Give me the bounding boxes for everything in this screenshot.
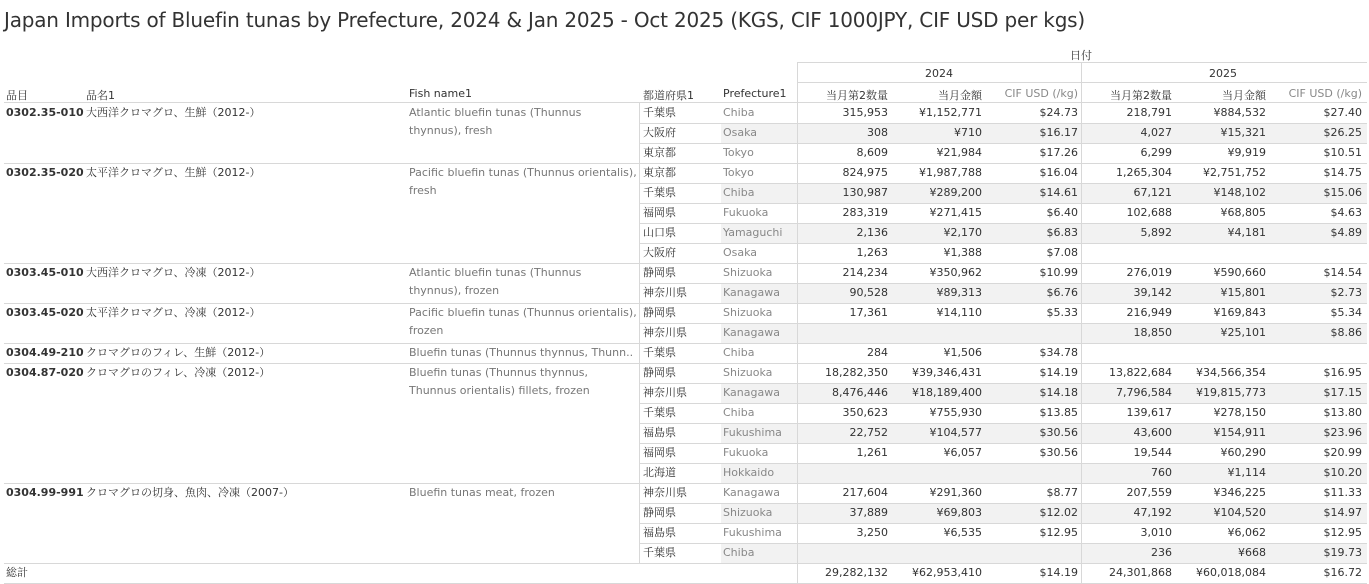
cell-v24: ¥1,388	[943, 246, 982, 259]
col-header-pref-en: Prefecture1	[723, 87, 787, 100]
prefecture-jp: 千葉県	[643, 106, 676, 119]
prefecture-jp: 千葉県	[643, 186, 676, 199]
cell-q25: 7,796,584	[1116, 386, 1172, 399]
cell-q24: 214,234	[842, 266, 888, 279]
cell-u24: $14.61	[1039, 186, 1078, 199]
prefecture-en: Kanagawa	[723, 286, 780, 299]
col-header-qty-2025: 当月第2数量	[1110, 89, 1172, 102]
prefecture-en: Shizuoka	[723, 366, 773, 379]
cell-q25: 6,299	[1140, 146, 1172, 159]
prefecture-jp: 東京都	[643, 146, 676, 159]
prefecture-en: Fukuoka	[723, 446, 769, 459]
cell-u25: $14.97	[1323, 506, 1362, 519]
cell-u25: $13.80	[1323, 406, 1362, 419]
cell-v24	[890, 463, 982, 483]
cell-v25: ¥60,290	[1220, 446, 1266, 459]
cell-q24: 824,975	[842, 166, 888, 179]
cell-u25: $26.25	[1323, 126, 1362, 139]
cell-u24: $30.56	[1039, 426, 1078, 439]
cell-q24: 350,623	[842, 406, 888, 419]
cell-q25: 47,192	[1133, 506, 1172, 519]
col-header-name: 品名1	[86, 89, 115, 102]
cell-u24: $5.33	[1046, 306, 1078, 319]
prefecture-jp: 神奈川県	[643, 386, 687, 399]
cell-q24: 308	[867, 126, 888, 139]
cell-q25: 5,892	[1140, 226, 1172, 239]
prefecture-jp: 静岡県	[643, 366, 676, 379]
prefecture-jp: 千葉県	[643, 546, 676, 559]
cell-v24: ¥1,987,788	[919, 166, 982, 179]
column-separator	[797, 62, 798, 583]
date-header: 日付	[1070, 49, 1092, 62]
product-code: 0303.45-020	[6, 306, 84, 319]
cell-q25: 3,010	[1140, 526, 1172, 539]
cell-q24: 8,609	[856, 146, 888, 159]
cell-v24: ¥6,535	[943, 526, 982, 539]
prefecture-en: Fukuoka	[723, 206, 769, 219]
product-code: 0302.35-010	[6, 106, 84, 119]
prefecture-jp: 福島県	[643, 426, 676, 439]
cell-v25: ¥148,102	[1213, 186, 1266, 199]
cell-q25: 67,121	[1133, 186, 1172, 199]
prefecture-jp: 福岡県	[643, 446, 676, 459]
cell-u25: $10.20	[1323, 466, 1362, 479]
col-header-value-2024: 当月金額	[938, 89, 982, 102]
cell-q24: 22,752	[849, 426, 888, 439]
cell-u24: $6.40	[1046, 206, 1078, 219]
cell-u24: $16.17	[1039, 126, 1078, 139]
cell-u25: $16.95	[1323, 366, 1362, 379]
cell-q24: 8,476,446	[832, 386, 888, 399]
cell-v25: ¥9,919	[1227, 146, 1266, 159]
prefecture-en: Fukushima	[723, 426, 782, 439]
cell-v24: ¥2,170	[943, 226, 982, 239]
cell-u25: $4.63	[1330, 206, 1362, 219]
fish-name-en: Bluefin tunas (Thunnus thynnus, Thunnus orientalis) fillets, frozen	[409, 366, 590, 397]
cell-v24: ¥271,415	[929, 206, 982, 219]
cell-q25: 236	[1151, 546, 1172, 559]
cell-u24	[986, 323, 1078, 343]
cell-u24: $12.02	[1039, 506, 1078, 519]
cell-u25: $20.99	[1323, 446, 1362, 459]
cell-v24: ¥21,984	[936, 146, 982, 159]
grand-total-label: 総計	[6, 566, 28, 579]
prefecture-jp: 静岡県	[643, 306, 676, 319]
cell-v25: ¥169,843	[1213, 306, 1266, 319]
page-title: Japan Imports of Bluefin tunas by Prefecture, 2024 & Jan 2025 - Oct 2025 (KGS, CIF 1000JPY, CIF USD per kgs)	[4, 8, 1086, 32]
cell-v25: ¥154,911	[1213, 426, 1266, 439]
fish-name-en: Bluefin tunas meat, frozen	[409, 486, 555, 499]
cell-q25: 13,822,684	[1109, 366, 1172, 379]
product-code: 0304.99-991	[6, 486, 84, 499]
prefecture-en: Tokyo	[723, 166, 754, 179]
prefecture-jp: 大阪府	[643, 126, 676, 139]
fish-name-en: Pacific bluefin tunas (Thunnus orientalis), fresh	[409, 166, 637, 197]
prefecture-en: Chiba	[723, 186, 755, 199]
cell-v24: ¥291,360	[929, 486, 982, 499]
cell-q24: 2,136	[856, 226, 888, 239]
product-name-jp: 大西洋クロマグロ、冷凍（2012-）	[86, 266, 261, 279]
cell-q25: 1,265,304	[1116, 166, 1172, 179]
column-separator	[1081, 62, 1082, 583]
cell-u25: $23.96	[1323, 426, 1362, 439]
cell-v25: ¥1,114	[1227, 466, 1266, 479]
cell-u24: $8.77	[1046, 486, 1078, 499]
cell-u25: $11.33	[1323, 486, 1362, 499]
cell-q25: 207,559	[1126, 486, 1172, 499]
cell-u25: $14.54	[1323, 266, 1362, 279]
cell-q24: 130,987	[842, 186, 888, 199]
cell-q25: 19,544	[1133, 446, 1172, 459]
cell-u25: $5.34	[1330, 306, 1362, 319]
prefecture-jp: 千葉県	[643, 346, 676, 359]
cell-v25: ¥6,062	[1227, 526, 1266, 539]
prefecture-en: Chiba	[723, 406, 755, 419]
cell-u25: $15.06	[1323, 186, 1362, 199]
cell-u25: $17.15	[1323, 386, 1362, 399]
cell-q25: 139,617	[1126, 406, 1172, 419]
col-header-fish: Fish name1	[409, 87, 472, 100]
cell-u25	[1270, 343, 1362, 363]
fish-name-en: Bluefin tunas (Thunnus thynnus, Thunn..	[409, 346, 634, 359]
product-name-jp: クロマグロのフィレ、生鮮（2012-）	[86, 346, 271, 359]
prefecture-jp: 神奈川県	[643, 286, 687, 299]
cell-v25: ¥15,801	[1220, 286, 1266, 299]
product-code: 0302.35-020	[6, 166, 84, 179]
fish-name-en: Atlantic bluefin tunas (Thunnus thynnus), fresh	[409, 106, 582, 137]
prefecture-en: Osaka	[723, 126, 758, 139]
cell-v24: ¥1,152,771	[919, 106, 982, 119]
cell-v24: ¥39,346,431	[912, 366, 982, 379]
prefecture-en: Chiba	[723, 346, 755, 359]
prefecture-en: Kanagawa	[723, 486, 780, 499]
prefecture-jp: 福岡県	[643, 206, 676, 219]
fish-name-en: Pacific bluefin tunas (Thunnus orientalis), frozen	[409, 306, 637, 337]
cell-q24: 1,261	[856, 446, 888, 459]
cell-q24	[796, 323, 888, 343]
cell-u25: $27.40	[1323, 106, 1362, 119]
cell-q25: 760	[1151, 466, 1172, 479]
col-header-value-2025: 当月金額	[1222, 89, 1266, 102]
prefecture-jp: 東京都	[643, 166, 676, 179]
cell-u24: $12.95	[1039, 526, 1078, 539]
cell-q25: 43,600	[1133, 426, 1172, 439]
cell-v24	[890, 543, 982, 563]
cell-v24: ¥710	[954, 126, 982, 139]
cell-q24: 217,604	[842, 486, 888, 499]
prefecture-en: Shizuoka	[723, 506, 773, 519]
header-rule	[797, 62, 1367, 63]
cell-q25: 218,791	[1126, 106, 1172, 119]
cell-q25: 18,850	[1133, 326, 1172, 339]
cell-q24: 18,282,350	[825, 366, 888, 379]
col-header-code: 品目	[6, 89, 28, 102]
prefecture-jp: 大阪府	[643, 246, 676, 259]
cell-u24: $14.19	[1039, 366, 1078, 379]
cell-q24: 90,528	[849, 286, 888, 299]
cell-v25: ¥34,566,354	[1196, 366, 1266, 379]
cell-q24: 1,263	[856, 246, 888, 259]
cell-q25: 276,019	[1126, 266, 1172, 279]
cell-q25: 102,688	[1126, 206, 1172, 219]
prefecture-jp: 神奈川県	[643, 326, 687, 339]
cell-u24: $17.26	[1039, 146, 1078, 159]
cell-v24: ¥6,057	[943, 446, 982, 459]
col-header-usd-2024: CIF USD (/kg)	[1004, 87, 1078, 100]
product-name-jp: クロマグロの切身、魚肉、冷凍（2007-）	[86, 486, 294, 499]
total-u24: $14.19	[1039, 566, 1078, 579]
cell-u25: $4.89	[1330, 226, 1362, 239]
cell-u25: $10.51	[1323, 146, 1362, 159]
col-header-usd-2025: CIF USD (/kg)	[1288, 87, 1362, 100]
cell-q25: 216,949	[1126, 306, 1172, 319]
cell-v25	[1174, 243, 1266, 263]
cell-v25: ¥278,150	[1213, 406, 1266, 419]
cell-u24	[986, 463, 1078, 483]
cell-u24: $34.78	[1039, 346, 1078, 359]
cell-q24: 284	[867, 346, 888, 359]
cell-q25: 4,027	[1140, 126, 1172, 139]
total-q25: 24,301,868	[1109, 566, 1172, 579]
cell-v25: ¥590,660	[1213, 266, 1266, 279]
fish-name-en: Atlantic bluefin tunas (Thunnus thynnus), frozen	[409, 266, 582, 297]
prefecture-jp: 静岡県	[643, 266, 676, 279]
cell-v25: ¥104,520	[1213, 506, 1266, 519]
cell-v25: ¥19,815,773	[1196, 386, 1266, 399]
cell-u24: $10.99	[1039, 266, 1078, 279]
cell-v25	[1174, 343, 1266, 363]
cell-v25: ¥668	[1238, 546, 1266, 559]
cell-u24	[986, 543, 1078, 563]
column-separator	[639, 103, 640, 563]
prefecture-jp: 千葉県	[643, 406, 676, 419]
cell-v25: ¥884,532	[1213, 106, 1266, 119]
cell-u24: $7.08	[1046, 246, 1078, 259]
cell-v24: ¥14,110	[936, 306, 982, 319]
product-name-jp: 大西洋クロマグロ、生鮮（2012-）	[86, 106, 261, 119]
year-2024-header: 2024	[925, 67, 953, 80]
cell-v25: ¥346,225	[1213, 486, 1266, 499]
prefecture-en: Chiba	[723, 546, 755, 559]
prefecture-en: Chiba	[723, 106, 755, 119]
product-name-jp: 太平洋クロマグロ、生鮮（2012-）	[86, 166, 261, 179]
cell-u25: $12.95	[1323, 526, 1362, 539]
prefecture-en: Shizuoka	[723, 306, 773, 319]
cell-u25	[1270, 243, 1362, 263]
cell-q24: 283,319	[842, 206, 888, 219]
cell-v24: ¥18,189,400	[912, 386, 982, 399]
cell-v24	[890, 323, 982, 343]
cell-v25: ¥2,751,752	[1203, 166, 1266, 179]
cell-v24: ¥1,506	[943, 346, 982, 359]
col-header-qty-2024: 当月第2数量	[826, 89, 888, 102]
cell-v25: ¥25,101	[1220, 326, 1266, 339]
total-v25: ¥60,018,084	[1196, 566, 1266, 579]
header-rule	[797, 82, 1367, 83]
prefecture-jp: 福島県	[643, 526, 676, 539]
cell-u24: $16.04	[1039, 166, 1078, 179]
product-name-jp: 太平洋クロマグロ、冷凍（2012-）	[86, 306, 261, 319]
cell-v24: ¥350,962	[929, 266, 982, 279]
cell-q25	[1080, 243, 1172, 263]
cell-u25: $14.75	[1323, 166, 1362, 179]
cell-v25: ¥68,805	[1220, 206, 1266, 219]
cell-q24	[796, 543, 888, 563]
prefecture-en: Yamaguchi	[723, 226, 783, 239]
cell-q24: 3,250	[856, 526, 888, 539]
cell-q24	[796, 463, 888, 483]
total-q24: 29,282,132	[825, 566, 888, 579]
cell-q25: 39,142	[1133, 286, 1172, 299]
total-u25: $16.72	[1323, 566, 1362, 579]
cell-v25: ¥4,181	[1227, 226, 1266, 239]
cell-v24: ¥755,930	[929, 406, 982, 419]
prefecture-en: Tokyo	[723, 146, 754, 159]
cell-q24: 315,953	[842, 106, 888, 119]
prefecture-en: Hokkaido	[723, 466, 775, 479]
product-code: 0304.87-020	[6, 366, 84, 379]
cell-u25: $8.86	[1330, 326, 1362, 339]
product-code: 0303.45-010	[6, 266, 84, 279]
cell-v24: ¥69,803	[936, 506, 982, 519]
cell-u24: $24.73	[1039, 106, 1078, 119]
cell-u25: $2.73	[1330, 286, 1362, 299]
cell-v25: ¥15,321	[1220, 126, 1266, 139]
prefecture-jp: 静岡県	[643, 506, 676, 519]
cell-q24: 17,361	[849, 306, 888, 319]
prefecture-en: Osaka	[723, 246, 758, 259]
col-header-pref-jp: 都道府県1	[643, 89, 694, 102]
cell-u24: $30.56	[1039, 446, 1078, 459]
cell-v24: ¥289,200	[929, 186, 982, 199]
prefecture-en: Kanagawa	[723, 386, 780, 399]
cell-u24: $6.83	[1046, 226, 1078, 239]
product-code: 0304.49-210	[6, 346, 84, 359]
cell-q25	[1080, 343, 1172, 363]
cell-u24: $6.76	[1046, 286, 1078, 299]
prefecture-jp: 北海道	[643, 466, 676, 479]
prefecture-en: Shizuoka	[723, 266, 773, 279]
prefecture-jp: 山口県	[643, 226, 676, 239]
prefecture-jp: 神奈川県	[643, 486, 687, 499]
cell-u24: $14.18	[1039, 386, 1078, 399]
prefecture-en: Fukushima	[723, 526, 782, 539]
cell-v24: ¥104,577	[929, 426, 982, 439]
cell-v24: ¥89,313	[936, 286, 982, 299]
cell-u24: $13.85	[1039, 406, 1078, 419]
product-name-jp: クロマグロのフィレ、冷凍（2012-）	[86, 366, 271, 379]
total-v24: ¥62,953,410	[912, 566, 982, 579]
cell-u25: $19.73	[1323, 546, 1362, 559]
cell-q24: 37,889	[849, 506, 888, 519]
prefecture-en: Kanagawa	[723, 326, 780, 339]
year-2025-header: 2025	[1209, 67, 1237, 80]
